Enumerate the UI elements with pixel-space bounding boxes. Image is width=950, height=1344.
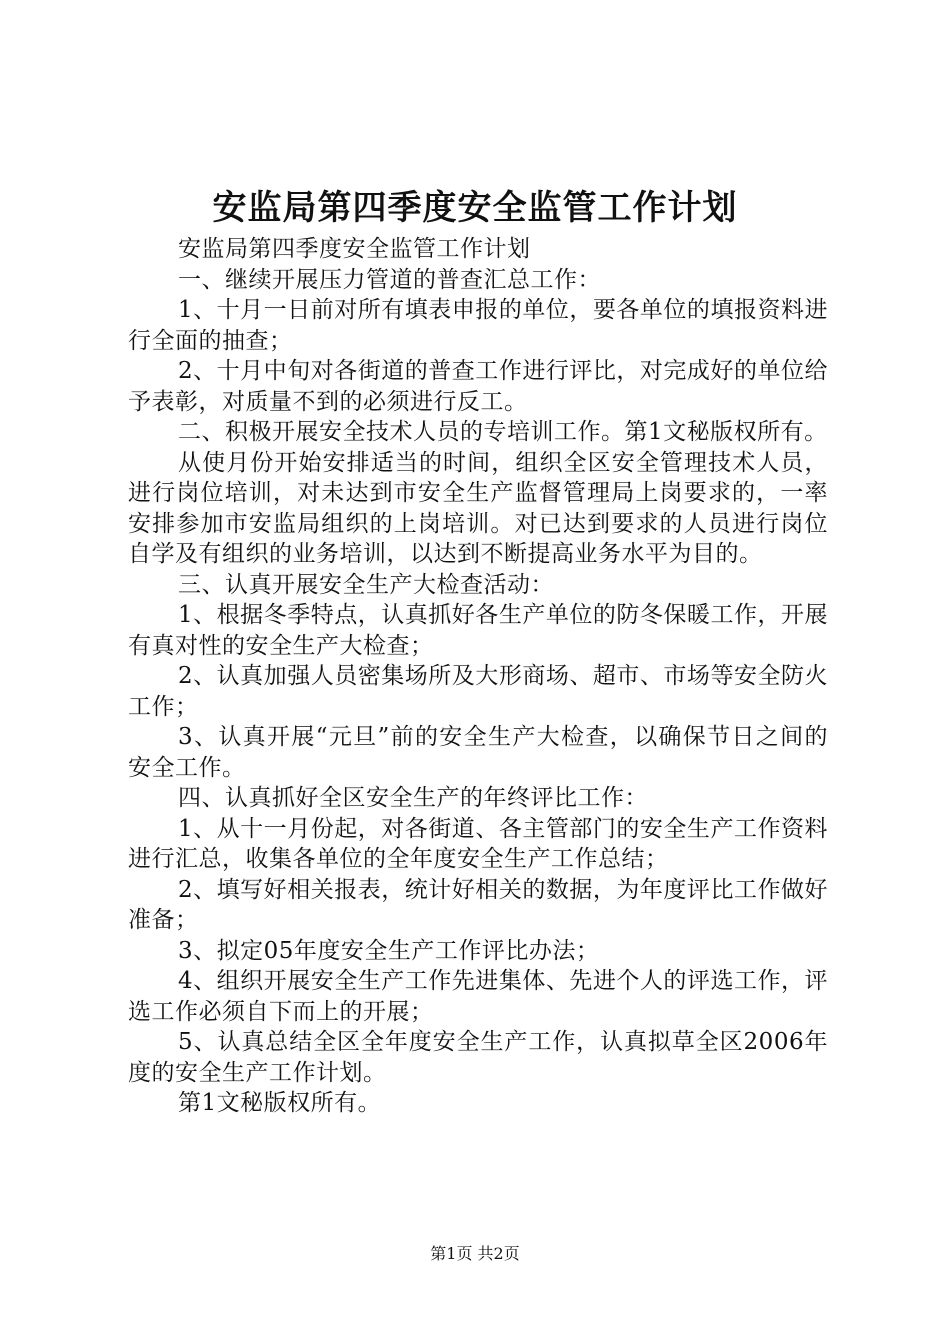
paragraph-item: 2、十月中旬对各街道的普查工作进行评比，对完成好的单位给予表彰，对质量不到的必须进行反工。 — [128, 358, 828, 415]
paragraph-section-3: 三、认真开展安全生产大检查活动： — [178, 571, 554, 598]
paragraph-section-4: 四、认真抓好全区安全生产的年终评比工作： — [178, 785, 648, 811]
document-body — [128, 234, 828, 1119]
paragraph-item: 5、认真总结全区全年度安全生产工作，认真拟草全区2006年度的安全生产工作计划。 — [128, 1029, 828, 1086]
paragraph-item: 1、十月一日前对所有填表申报的单位，要各单位的填报资料进行全面的抽查； — [128, 297, 828, 354]
paragraph-item: 1、根据冬季特点，认真抓好各生产单位的防冬保暖工作，开展有真对性的安全生产大检查； — [128, 602, 828, 659]
paragraph-copyright: 第1文秘版权所有。 — [178, 1090, 382, 1116]
document-title: 安监局第四季度安全监管工作计划 — [212, 188, 738, 228]
page-footer: 第1页 共2页 — [430, 1244, 520, 1263]
paragraph-body: 从使月份开始安排适当的时间，组织全区安全管理技术人员，进行岗位培训，对未达到市安全生产监督管理局上岗要求的，一率安排参加市安监局组织的上岗培训。对已达到要求的人员进行岗位自学及有组织的业务培训，以达到不断提高业务水平为目的。 — [128, 449, 828, 567]
paragraph-item: 3、拟定05年度安全生产工作评比办法； — [178, 937, 600, 964]
paragraph-section-2: 二、积极开展安全技术人员的专培训工作。第1文秘版权所有。 — [178, 419, 828, 445]
paragraph-item: 4、组织开展安全生产工作先进集体、先进个人的评选工作，评选工作必须自下而上的开展； — [128, 968, 828, 1025]
paragraph-item: 2、填写好相关报表，统计好相关的数据，为年度评比工作做好准备； — [128, 876, 828, 933]
paragraph-item: 3、认真开展“元旦”前的安全生产大检查，以确保节日之间的安全工作。 — [128, 724, 828, 781]
paragraph-item: 1、从十一月份起，对各街道、各主管部门的安全生产工作资料进行汇总，收集各单位的全年度安全生产工作总结； — [128, 815, 828, 872]
paragraph-subtitle: 安监局第四季度安全监管工作计划 — [178, 236, 531, 262]
paragraph-section-1: 一、继续开展压力管道的普查汇总工作： — [178, 266, 601, 293]
paragraph-item: 2、认真加强人员密集场所及大形商场、超市、市场等安全防火工作； — [128, 663, 828, 720]
